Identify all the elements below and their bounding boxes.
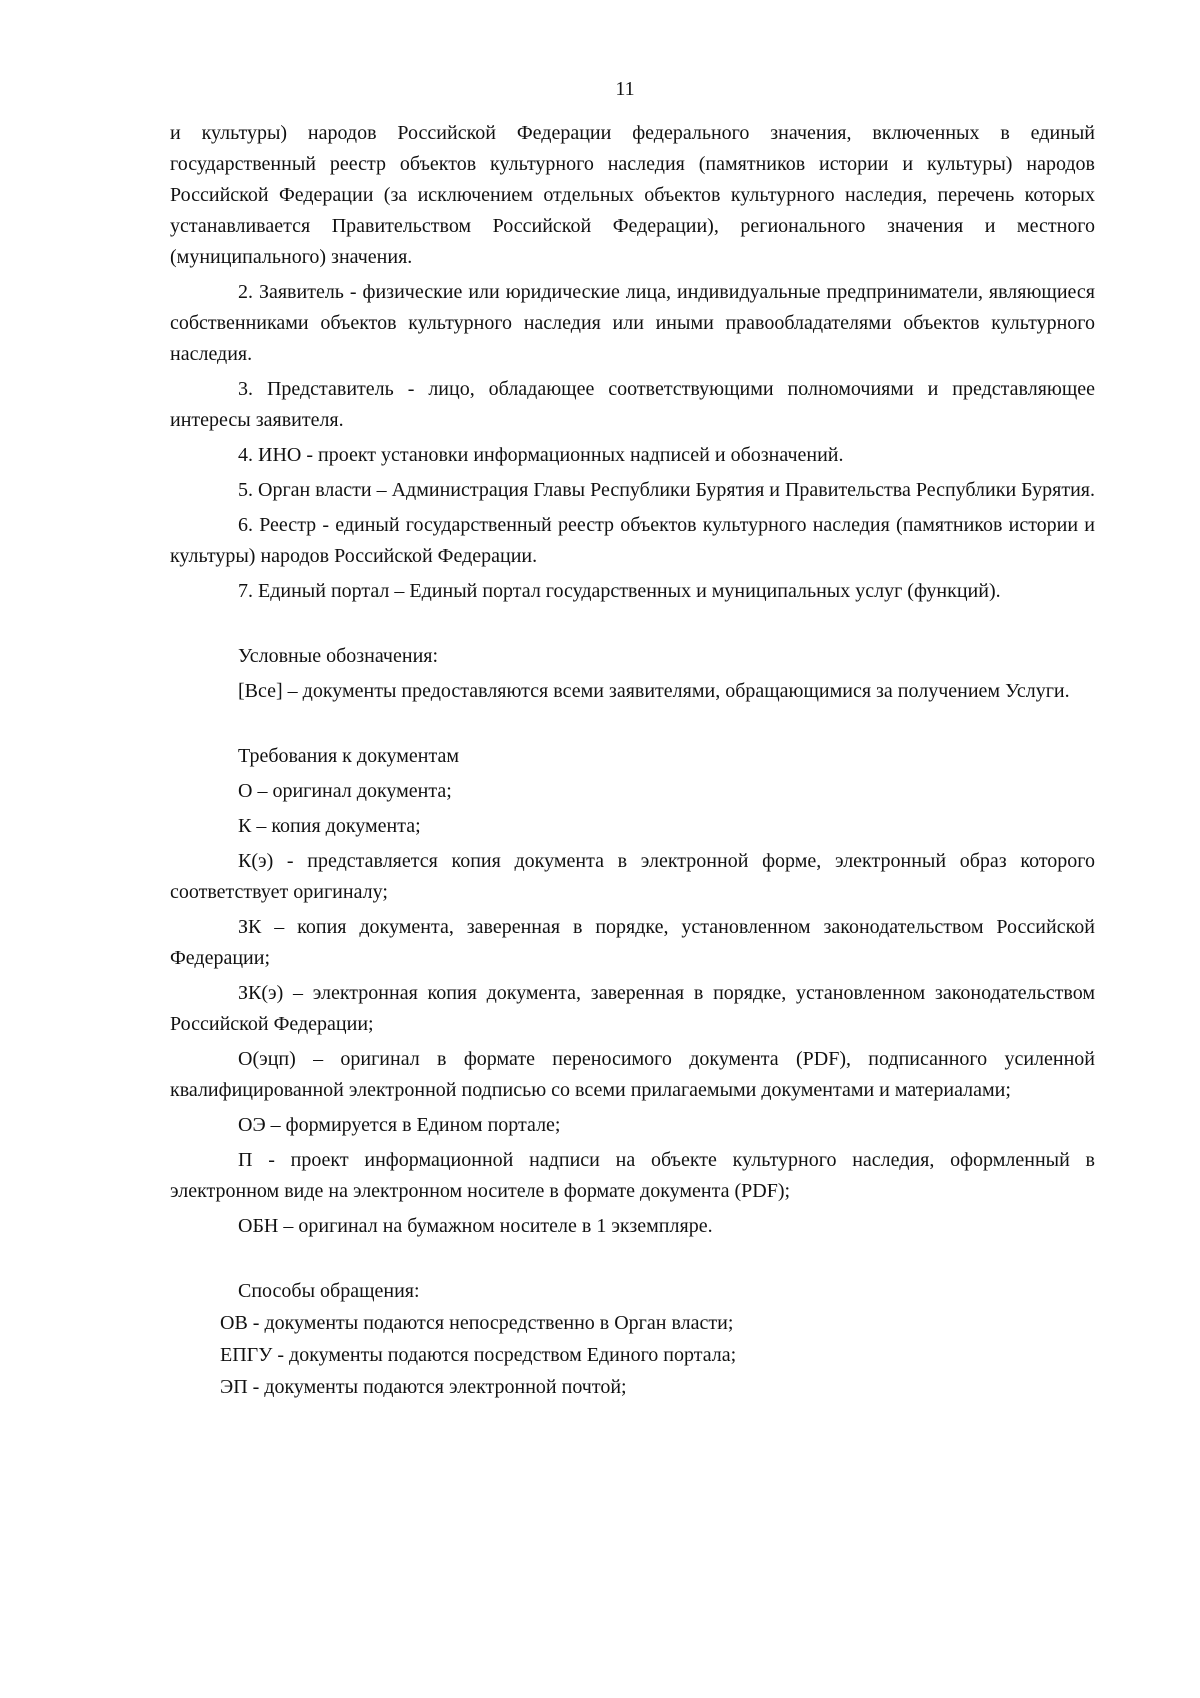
requirement-signed-original: О(эцп) – оригинал в формате переносимого документа (PDF), подписанного усиленной квалифицированной электронной подписью со всеми прилагаемыми документами и материалами;: [170, 1048, 1095, 1101]
requirement-portal-form: ОЭ – формируется в Едином портале;: [238, 1114, 561, 1136]
definition-portal: 7. Единый портал – Единый портал государственных и муниципальных услуг (функций).: [238, 580, 1001, 602]
legend-all: [Все] – документы предоставляются всеми заявителями, обращающимися за получением Услуги.: [238, 680, 1070, 702]
definition-ino: 4. ИНО - проект установки информационных надписей и обозначений.: [238, 444, 844, 466]
definition-registry: 6. Реестр - единый государственный реестр объектов культурного наследия (памятников истории и культуры) народов Российской Федерации.: [170, 514, 1095, 567]
page-number: 11: [615, 78, 635, 100]
definition-authority: 5. Орган власти – Администрация Главы Республики Бурятия и Правительства Республики Бурятия.: [238, 479, 1095, 501]
document-body: [170, 118, 1095, 1403]
definition-representative: 3. Представитель - лицо, обладающее соответствующими полномочиями и представляющее интересы заявителя.: [170, 378, 1095, 431]
legend-heading: Условные обозначения:: [238, 645, 439, 667]
definition-applicant: 2. Заявитель - физические или юридические лица, индивидуальные предприниматели, являющиеся собственниками объектов культурного наследия или иными правообладателями объектов культурного наследия.: [170, 281, 1095, 365]
method-email: ЭП - документы подаются электронной почтой;: [220, 1376, 627, 1398]
requirement-paper-original: ОБН – оригинал на бумажном носителе в 1 экземпляре.: [238, 1215, 713, 1237]
method-portal: ЕПГУ - документы подаются посредством Единого портала;: [220, 1344, 737, 1366]
methods-heading: Способы обращения:: [238, 1280, 420, 1302]
requirement-electronic-copy: К(э) - представляется копия документа в электронной форме, электронный образ которого соответствует оригиналу;: [170, 850, 1095, 903]
requirement-copy: К – копия документа;: [238, 815, 421, 837]
requirement-certified-copy: ЗК – копия документа, заверенная в порядке, установленном законодательством Российской Федерации;: [170, 916, 1095, 969]
requirements-heading: Требования к документам: [238, 745, 459, 767]
requirement-inscription-project: П - проект информационной надписи на объекте культурного наследия, оформленный в электронном виде на электронном носителе в формате документа (PDF);: [170, 1149, 1095, 1202]
requirement-original: О – оригинал документа;: [238, 780, 452, 802]
method-authority: ОВ - документы подаются непосредственно в Орган власти;: [220, 1312, 734, 1334]
definition-intro: и культуры) народов Российской Федерации федерального значения, включенных в единый государственный реестр объектов культурного наследия (памятников истории и культуры) народов Российской Федерации (за исключением отдельных объектов культурного наследия, перечень которых устанавливается Правительством Российской Федерации), регионального значения и местного (муниципального) значения.: [170, 122, 1095, 268]
requirement-certified-electronic-copy: ЗК(э) – электронная копия документа, заверенная в порядке, установленном законодательством Российской Федерации;: [170, 982, 1095, 1035]
